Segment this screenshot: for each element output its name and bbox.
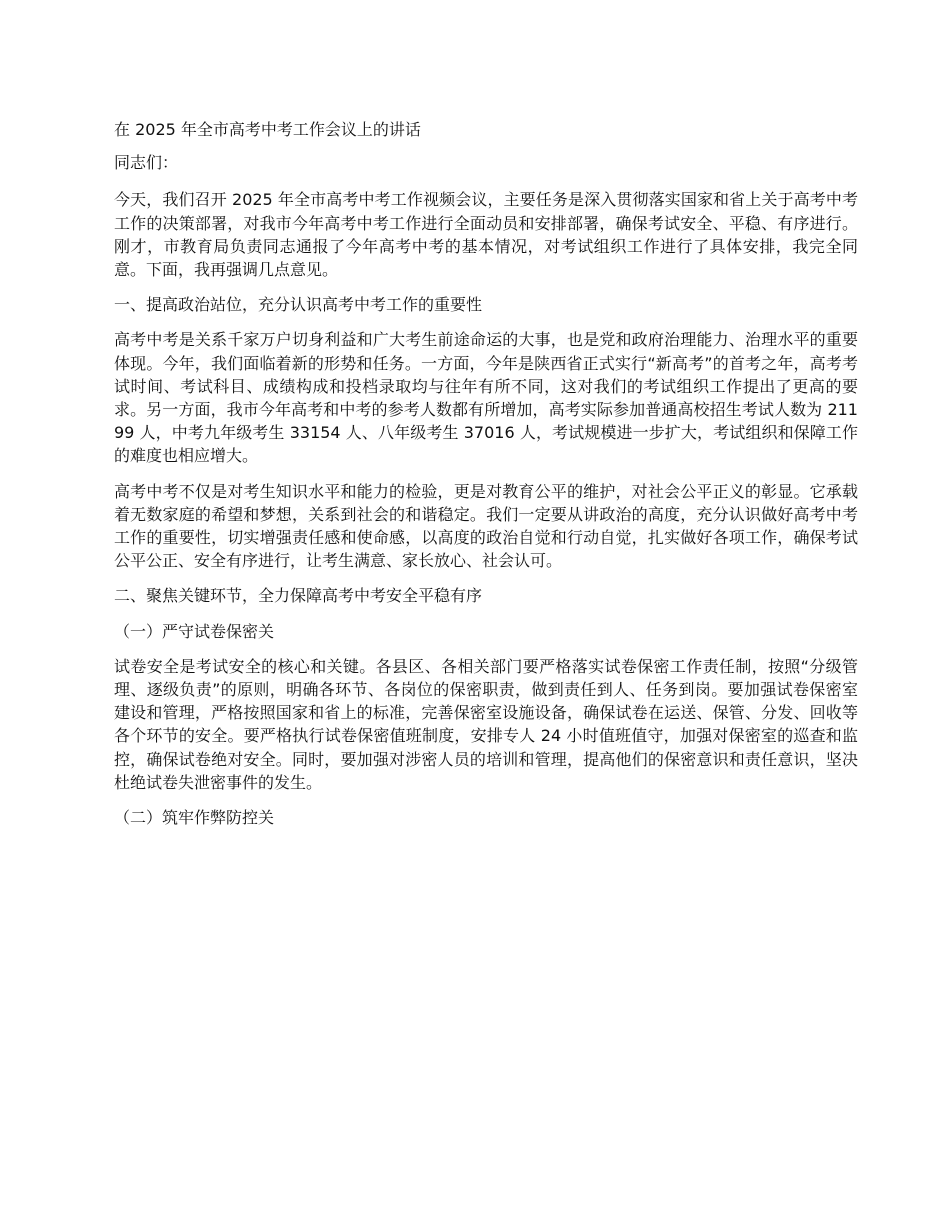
section-1-heading: 一、提高政治站位，充分认识高考中考工作的重要性 <box>114 295 483 315</box>
section-1-paragraph-2: 高考中考不仅是对考生知识水平和能力的检验，更是对教育公平的维护，对社会公平正义的彰显。它承载着无数家庭的希望和梦想，关系到社会的和谐稳定。我们一定要从讲政治的高度，充分认识做好高考中考工作的重要性，切实增强责任感和使命感，以高度的政治自觉和行动自觉，扎实做好各项工作，确保考试公平公正、安全有序进行，让考生满意、家长放心、社会认可。 <box>114 481 858 571</box>
subsection-2-heading: （二）筑牢作弊防控关 <box>114 808 275 828</box>
intro-paragraph: 今天，我们召开 2025 年全市高考中考工作视频会议，主要任务是深入贯彻落实国家和省上关于高考中考工作的决策部署，对我市今年高考中考工作进行全面动员和安排部署，确保考试安全、平稳、有序进行。刚才，市教育局负责同志通报了今年高考中考的基本情况，对考试组织工作进行了具体安排，我完全同意。下面，我再强调几点意见。 <box>114 190 858 280</box>
subsection-1-heading: （一）严守试卷保密关 <box>114 621 275 641</box>
subsection-1-paragraph: 试卷安全是考试安全的核心和关键。各县区、各相关部门要严格落实试卷保密工作责任制，按照“分级管理、逐级负责”的原则，明确各环节、各岗位的保密职责，做到责任到人、任务到岗。要加强试卷保密室建设和管理，严格按照国家和省上的标准，完善保密室设施设备，确保试卷在运送、保管、分发、回收等各个环节的安全。要严格执行试卷保密值班制度，安排专人 24 小时值班值守，加强对保密室的巡查和监控，确保试卷绝对安全。同时，要加强对涉密人员的培训和管理，提高他们的保密意识和责任意识，坚决杜绝试卷失泄密事件的发生。 <box>114 656 858 792</box>
section-1-paragraph-1: 高考中考是关系千家万户切身利益和广大考生前途命运的大事，也是党和政府治理能力、治理水平的重要体现。今年，我们面临着新的形势和任务。一方面，今年是陕西省正式实行“新高考”的首考之年，高考考试时间、考试科目、成绩构成和投档录取均与往年有所不同，这对我们的考试组织工作提出了更高的要求。另一方面，我市今年高考和中考的参考人数都有所增加，高考实际参加普通高校招生考试人数为 21199 人，中考九年级考生 33154 人、八年级考生 37016 人，考试规模进一步扩大，考试组织和保障工作的难度也相应增大。 <box>114 330 858 466</box>
greeting: 同志们： <box>114 153 179 173</box>
document-title: 在 2025 年全市高考中考工作会议上的讲话 <box>114 120 421 139</box>
section-2-heading: 二、聚焦关键环节，全力保障高考中考安全平稳有序 <box>114 586 483 606</box>
document-body <box>114 118 858 841</box>
